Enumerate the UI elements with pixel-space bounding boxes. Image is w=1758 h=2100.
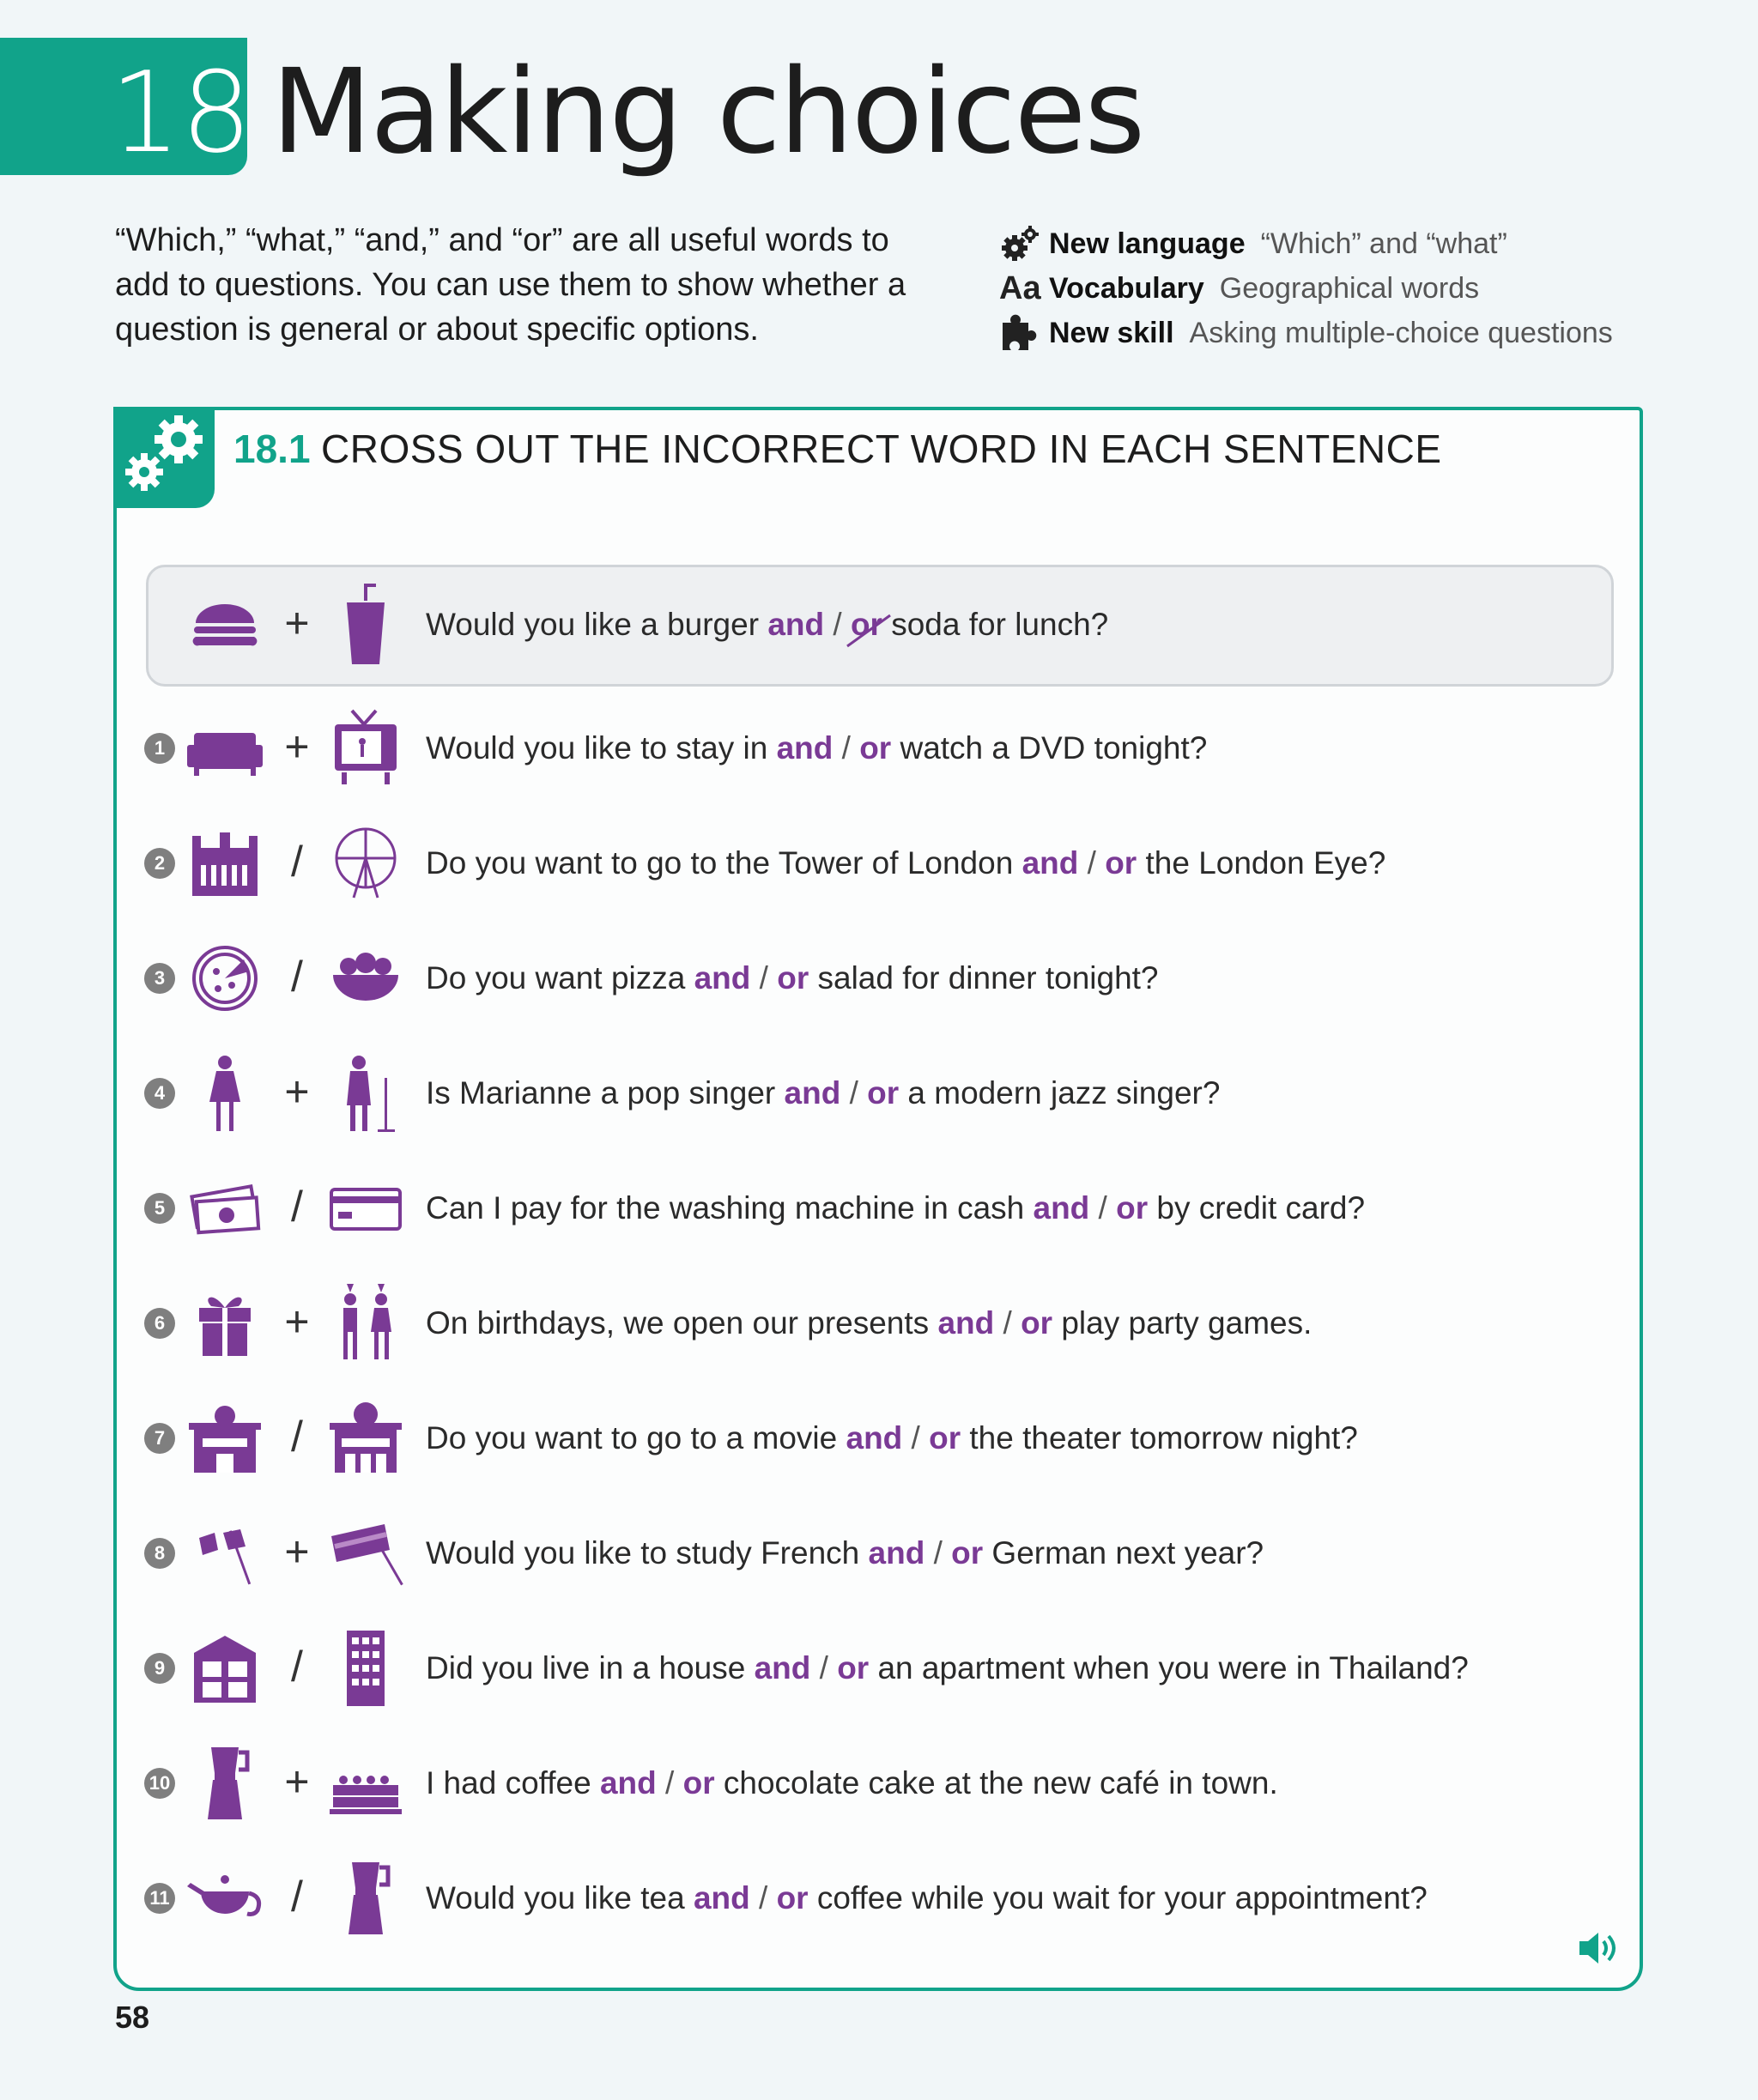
choice-and[interactable]: and: [776, 730, 834, 766]
sentence-text: Would you like to study French: [426, 1535, 869, 1570]
choice-or[interactable]: or: [1021, 1305, 1053, 1340]
page-number: 58: [115, 2000, 150, 2035]
operator-slash: /: [291, 1873, 303, 1921]
choice-and[interactable]: and: [846, 1420, 903, 1455]
pop-singer-icon: [182, 1052, 268, 1135]
example-row: [117, 573, 1636, 676]
pizza-icon: [182, 937, 268, 1020]
teapot-icon: [182, 1857, 268, 1940]
sentence-text: Did you live in a house: [426, 1650, 755, 1685]
operator-plus: +: [284, 723, 310, 771]
question-number-badge: 7: [144, 1423, 175, 1454]
overview-box: [999, 221, 1737, 355]
question-number-badge: 1: [144, 733, 175, 764]
sentence-text: Can I pay for the washing machine in cash: [426, 1190, 1034, 1226]
overview-key: New language: [1049, 227, 1246, 260]
operator-plus: +: [284, 1758, 310, 1806]
sentence-text: a modern jazz singer?: [899, 1075, 1221, 1111]
crossed-word: or: [850, 607, 882, 642]
question-row-4: [117, 1042, 1636, 1145]
overview-row-skill: [999, 311, 1737, 355]
cinema-icon: [182, 1397, 268, 1480]
choice-and[interactable]: and: [868, 1535, 925, 1570]
choice-or[interactable]: or: [776, 1880, 809, 1915]
question-sentence: [426, 1759, 1278, 1807]
question-number-badge: 5: [144, 1193, 175, 1224]
operator-slash: /: [291, 1183, 303, 1231]
operator-slash: /: [291, 838, 303, 886]
overview-value: “Which” and “what”: [1260, 227, 1507, 260]
overview-value: Asking multiple-choice questions: [1189, 316, 1613, 349]
house-icon: [182, 1627, 268, 1710]
sentence-text: the London Eye?: [1137, 845, 1386, 881]
salad-bowl-icon: [323, 937, 409, 1020]
overview-row-vocabulary: [999, 266, 1737, 311]
sentence-text: watch a DVD tonight?: [891, 730, 1208, 766]
sentence-text: soda for lunch?: [882, 607, 1109, 642]
sofa-icon: [182, 707, 268, 790]
choice-and[interactable]: and: [784, 1075, 841, 1111]
choice-or[interactable]: or: [837, 1650, 870, 1685]
slash: /: [840, 1075, 868, 1111]
question-row-1: [117, 697, 1636, 800]
sentence-text: Is Marianne a pop singer: [426, 1075, 785, 1111]
question-sentence: [426, 1529, 1264, 1577]
chapter-number: 18: [110, 47, 252, 178]
operator-slash: /: [291, 1643, 303, 1691]
strikethrough-mark: [844, 610, 895, 653]
cash-icon: [182, 1167, 268, 1250]
choice-or[interactable]: or: [951, 1535, 984, 1570]
london-eye-icon: [323, 822, 409, 905]
slash: /: [810, 1650, 838, 1685]
chapter-title: Making choices: [271, 45, 1144, 180]
choice-or[interactable]: or: [867, 1075, 900, 1111]
question-sentence: [426, 1644, 1469, 1692]
overview-key: New skill: [1049, 316, 1174, 349]
question-number-badge: 11: [144, 1883, 175, 1914]
french-flags-icon: [182, 1512, 268, 1595]
credit-card-icon: [323, 1167, 409, 1250]
choice-and[interactable]: and: [767, 607, 825, 642]
choice-or[interactable]: or: [859, 730, 892, 766]
question-row-9: [117, 1617, 1636, 1720]
operator-plus: +: [284, 599, 310, 647]
choice-or[interactable]: or: [1105, 845, 1137, 881]
slash: /: [750, 960, 778, 996]
exercise-box: [113, 407, 1643, 1991]
question-row-5: [117, 1157, 1636, 1260]
choice-and[interactable]: and: [693, 1880, 750, 1915]
question-row-10: [117, 1732, 1636, 1835]
question-sentence: [426, 839, 1385, 887]
audio-speaker-icon[interactable]: [1576, 1929, 1619, 1967]
jazz-singer-icon: [323, 1052, 409, 1135]
intro-text: “Which,” “what,” “and,” and “or” are all useful words to add to questions. You can use them to show whether a question is general or about specific options.: [115, 222, 906, 348]
tv-icon: [323, 707, 409, 790]
question-sentence: [426, 724, 1207, 772]
question-row-8: [117, 1502, 1636, 1605]
question-number-badge: 6: [144, 1308, 175, 1339]
choice-or[interactable]: or: [682, 1765, 715, 1800]
sentence-text: Would you like a burger: [426, 607, 768, 642]
question-number-badge: 10: [144, 1768, 175, 1799]
german-flag-icon: [323, 1512, 409, 1595]
question-sentence: [426, 1069, 1220, 1117]
gears-icon: [118, 412, 204, 498]
question-row-11: [117, 1847, 1636, 1950]
overview-value: Geographical words: [1219, 271, 1480, 305]
question-sentence: [426, 954, 1159, 1002]
gears-icon: [999, 224, 1049, 263]
exercise-heading: CROSS OUT THE INCORRECT WORD IN EACH SENTENCE: [321, 427, 1442, 471]
sentence-text: On birthdays, we open our presents: [426, 1305, 938, 1340]
question-number-badge: 3: [144, 963, 175, 994]
theater-icon: [323, 1397, 409, 1480]
choice-or-crossed[interactable]: [851, 607, 882, 642]
puzzle-icon: [999, 314, 1049, 352]
soda-cup-icon: [323, 584, 409, 666]
slash: /: [749, 1880, 777, 1915]
exercise-number: 18.1: [233, 427, 311, 471]
aa-icon: Aa: [999, 269, 1041, 306]
choice-and[interactable]: and: [694, 960, 751, 996]
slash: /: [656, 1765, 683, 1800]
slash: /: [833, 730, 860, 766]
tower-of-london-icon: [182, 822, 268, 905]
sentence-text: German next year?: [983, 1535, 1264, 1570]
sentence-text: Do you want pizza: [426, 960, 694, 996]
operator-slash: /: [291, 1413, 303, 1461]
choice-and[interactable]: and: [937, 1305, 995, 1340]
sentence-text: salad for dinner tonight?: [809, 960, 1159, 996]
question-row-2: [117, 812, 1636, 915]
party-people-icon: [323, 1282, 409, 1365]
slash: /: [994, 1305, 1021, 1340]
question-row-6: [117, 1272, 1636, 1375]
question-number-badge: 4: [144, 1078, 175, 1109]
overview-key: Vocabulary: [1049, 271, 1204, 305]
question-row-7: [117, 1387, 1636, 1490]
slash: /: [824, 607, 851, 642]
example-sentence: [426, 601, 1108, 649]
operator-plus: +: [284, 1068, 310, 1116]
question-row-3: [117, 927, 1636, 1030]
gift-icon: [182, 1282, 268, 1365]
coffee-pot-icon: [182, 1742, 268, 1825]
slash: /: [924, 1535, 952, 1570]
sentence-text: chocolate cake at the new café in town.: [714, 1765, 1278, 1800]
choice-or[interactable]: or: [1116, 1190, 1149, 1226]
sentence-text: by credit card?: [1148, 1190, 1366, 1226]
choice-or[interactable]: or: [929, 1420, 961, 1455]
sentence-text: coffee while you wait for your appointment?: [808, 1880, 1428, 1915]
burger-icon: [182, 584, 268, 666]
coffee-pot-icon: [323, 1857, 409, 1940]
sentence-text: the theater tomorrow night?: [961, 1420, 1358, 1455]
operator-plus: +: [284, 1528, 310, 1576]
question-sentence: [426, 1414, 1358, 1462]
question-number-badge: 9: [144, 1653, 175, 1684]
overview-row-language: [999, 221, 1737, 266]
sentence-text: Would you like tea: [426, 1880, 694, 1915]
slash: /: [1078, 845, 1106, 881]
question-number-badge: 8: [144, 1538, 175, 1569]
question-sentence: [426, 1299, 1312, 1347]
question-number-badge: 2: [144, 848, 175, 879]
cake-icon: [323, 1742, 409, 1825]
sentence-text: play party games.: [1052, 1305, 1312, 1340]
sentence-text: Do you want to go to a movie: [426, 1420, 846, 1455]
choice-and[interactable]: and: [1021, 845, 1079, 881]
sentence-text: Would you like to stay in: [426, 730, 777, 766]
slash: /: [1089, 1190, 1117, 1226]
sentence-text: I had coffee: [426, 1765, 600, 1800]
exercise-corner-tab: [113, 407, 215, 508]
operator-slash: /: [291, 953, 303, 1001]
choice-and[interactable]: and: [754, 1650, 811, 1685]
operator-plus: +: [284, 1298, 310, 1346]
sentence-text: Do you want to go to the Tower of London: [426, 845, 1022, 881]
choice-and[interactable]: and: [1033, 1190, 1090, 1226]
question-sentence: [426, 1184, 1365, 1232]
sentence-text: an apartment when you were in Thailand?: [869, 1650, 1469, 1685]
slash: /: [902, 1420, 930, 1455]
choice-and[interactable]: and: [599, 1765, 657, 1800]
apartment-building-icon: [323, 1627, 409, 1710]
choice-or[interactable]: or: [777, 960, 809, 996]
question-sentence: [426, 1874, 1428, 1922]
